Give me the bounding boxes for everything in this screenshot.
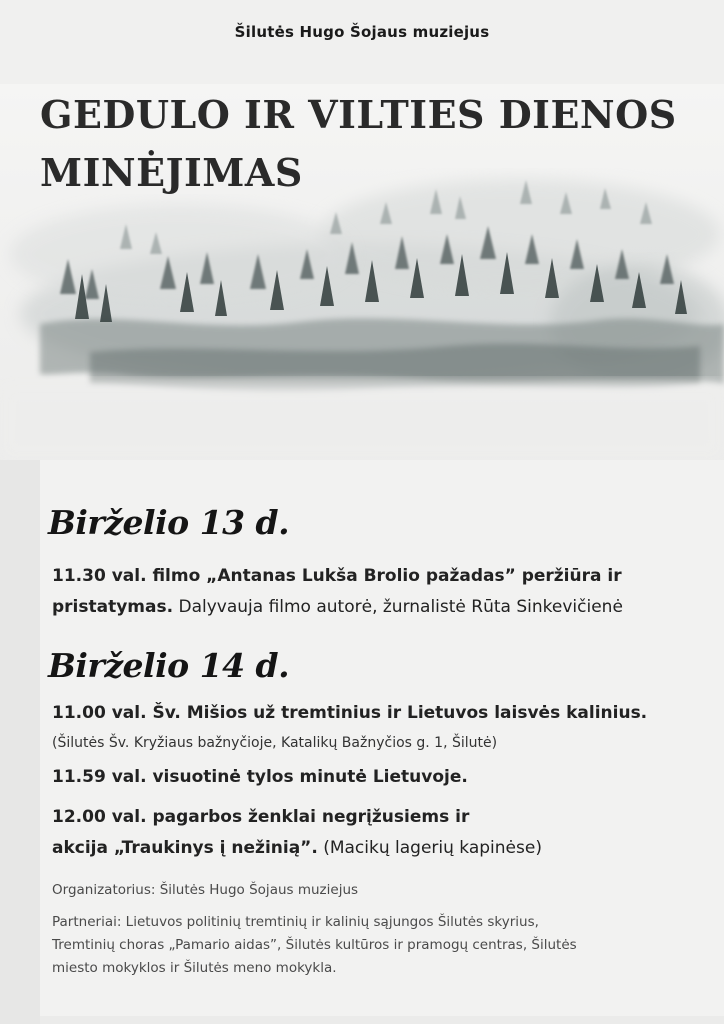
- event-film-presentation: pristatymas.: [52, 597, 174, 617]
- event-mass-location: (Šilutės Šv. Kryžiaus bažnyčioje, Katalikų Bažnyčios g. 1, Šilutė): [52, 735, 498, 751]
- left-margin-strip: [0, 460, 40, 1024]
- event-tribute-location: (Macikų lagerių kapinėse): [317, 838, 542, 858]
- event-film-title: 11.30 val. filmo „Antanas Lukša Brolio pažadas” peržiūra ir: [52, 566, 622, 586]
- top-bar: [0, 0, 724, 84]
- page-title: [40, 86, 677, 202]
- date-heading-june-13: Birželio 13 d.: [48, 503, 290, 542]
- event-film-guest: Dalyvauja filmo autorė, žurnalistė Rūta Sinkevičienė: [173, 597, 623, 617]
- event-mass: [52, 703, 647, 723]
- partners-line-1: Partneriai: Lietuvos politinių tremtinių ir kalinių sąjungos Šilutės skyrius,: [52, 914, 539, 930]
- event-tribute-line-2: [52, 838, 542, 858]
- event-silence-title: 11.59 val. visuotinė tylos minutė Lietuvoje.: [52, 767, 468, 787]
- event-train-action: akcija „Traukinys į nežinią”.: [52, 838, 318, 858]
- event-mass-title: 11.00 val. Šv. Mišios už tremtinius ir Lietuvos laisvės kalinius.: [52, 703, 648, 723]
- hero-banner: [0, 84, 724, 460]
- partners-line-3: miesto mokyklos ir Šilutės meno mokykla.: [52, 960, 337, 976]
- museum-name: Šilutės Hugo Šojaus muziejus: [234, 23, 490, 41]
- event-tribute-line-1: [52, 807, 469, 827]
- event-film-line-1: [52, 566, 622, 586]
- event-tribute-title: 12.00 val. pagarbos ženklai negrįžusiems ir: [52, 807, 470, 827]
- event-film-line-2: [52, 597, 623, 617]
- title-line-1: GEDULO IR VILTIES DIENOS: [40, 92, 677, 137]
- title-line-2: MINĖJIMAS: [40, 150, 303, 195]
- partners-line-2: Tremtinių choras „Pamario aidas”, Šilutės kultūros ir pramogų centras, Šilutės: [52, 937, 577, 953]
- date-heading-june-14: Birželio 14 d.: [48, 646, 290, 685]
- organizer-text: Organizatorius: Šilutės Hugo Šojaus muziejus: [52, 882, 359, 898]
- event-silence: [52, 767, 468, 787]
